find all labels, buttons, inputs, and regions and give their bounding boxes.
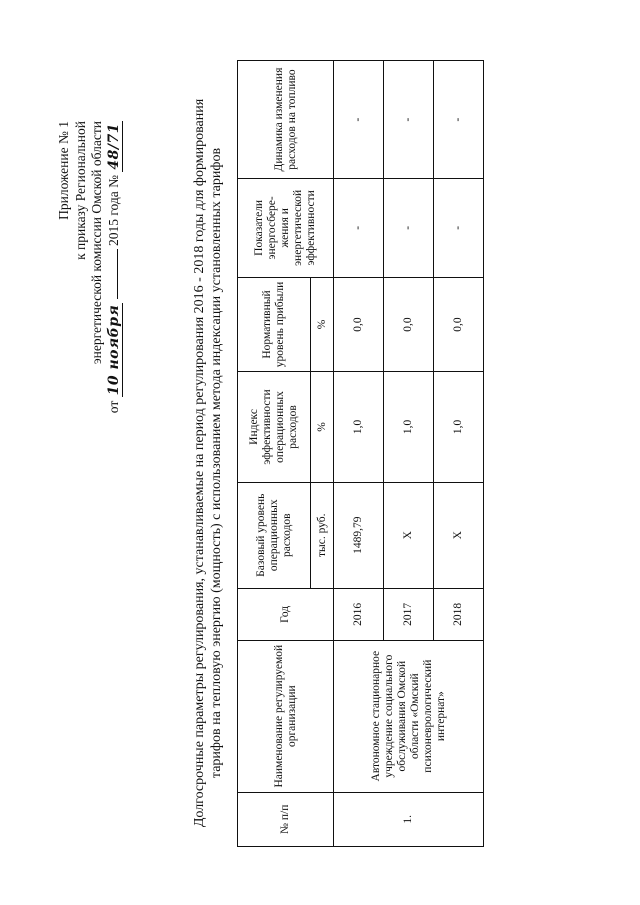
unit-index: % [311, 372, 334, 482]
date-prefix: от [105, 400, 121, 414]
appendix-block [56, 121, 123, 905]
cell-index: 1,0 [384, 372, 434, 482]
table-row [334, 61, 384, 847]
header-profit: Нормативный уровень прибыли [238, 277, 311, 372]
appendix-line-1: Приложение № 1 [56, 121, 71, 220]
cell-profit: 0,0 [384, 277, 434, 372]
cell-index: 1,0 [334, 372, 384, 482]
header-base: Базовый уровень операционных расходов [238, 482, 311, 588]
header-row [238, 61, 311, 847]
cell-fuel: - [384, 61, 434, 179]
number-prefix: № [105, 174, 121, 188]
header-num: № п/п [238, 792, 334, 846]
cell-energy: - [334, 179, 384, 278]
appendix-date-line [106, 121, 124, 905]
cell-profit: 0,0 [334, 277, 384, 372]
header-org: Наименование регулируемой организации [238, 640, 334, 792]
cell-fuel: - [434, 61, 484, 179]
cell-fuel: - [334, 61, 384, 179]
header-fuel: Динамика изменения расходов на топливо [238, 61, 334, 179]
unit-profit: % [311, 277, 334, 372]
cell-profit: 0,0 [434, 277, 484, 372]
title-line-1: Долгосрочные параметры регулирования, устанавливаемые на период регулирования 2016 - 2018 годы для формирования [192, 98, 207, 828]
appendix-line-2: к приказу Региональной [72, 121, 88, 260]
cell-year: 2016 [334, 588, 384, 640]
cell-energy: - [434, 179, 484, 278]
organization-name: Автономное стационарное учреждение социального обслуживания Омской области «Омский психоневрологический интернат» [334, 640, 484, 792]
document-title [191, 47, 225, 879]
title-line-2: тарифов на тепловую энергию (мощность) с использованием метода индексации установленных тарифов [209, 147, 224, 779]
header-energy: Показатели энергосбере-жения и энергетической эффективности [238, 179, 334, 278]
unit-base: тыс. руб. [311, 482, 334, 588]
appendix-line-3: энергетической комиссии Омской области [89, 121, 105, 365]
cell-energy: - [384, 179, 434, 278]
year-text: 2015 года [105, 191, 121, 247]
cell-year: 2017 [384, 588, 434, 640]
cell-base: Х [384, 482, 434, 588]
date-blank-line [117, 249, 118, 299]
cell-base: 1489,79 [334, 482, 384, 588]
cell-index: 1,0 [434, 372, 484, 482]
header-year: Год [238, 588, 334, 640]
cell-year: 2018 [434, 588, 484, 640]
cell-base: Х [434, 482, 484, 588]
handwritten-date: 10 ноября [105, 304, 122, 396]
header-index: Индекс эффективности операционных расходов [238, 372, 311, 482]
parameters-table [237, 60, 484, 847]
handwritten-number: 48/71 [105, 123, 122, 170]
row-number: 1. [334, 792, 484, 846]
